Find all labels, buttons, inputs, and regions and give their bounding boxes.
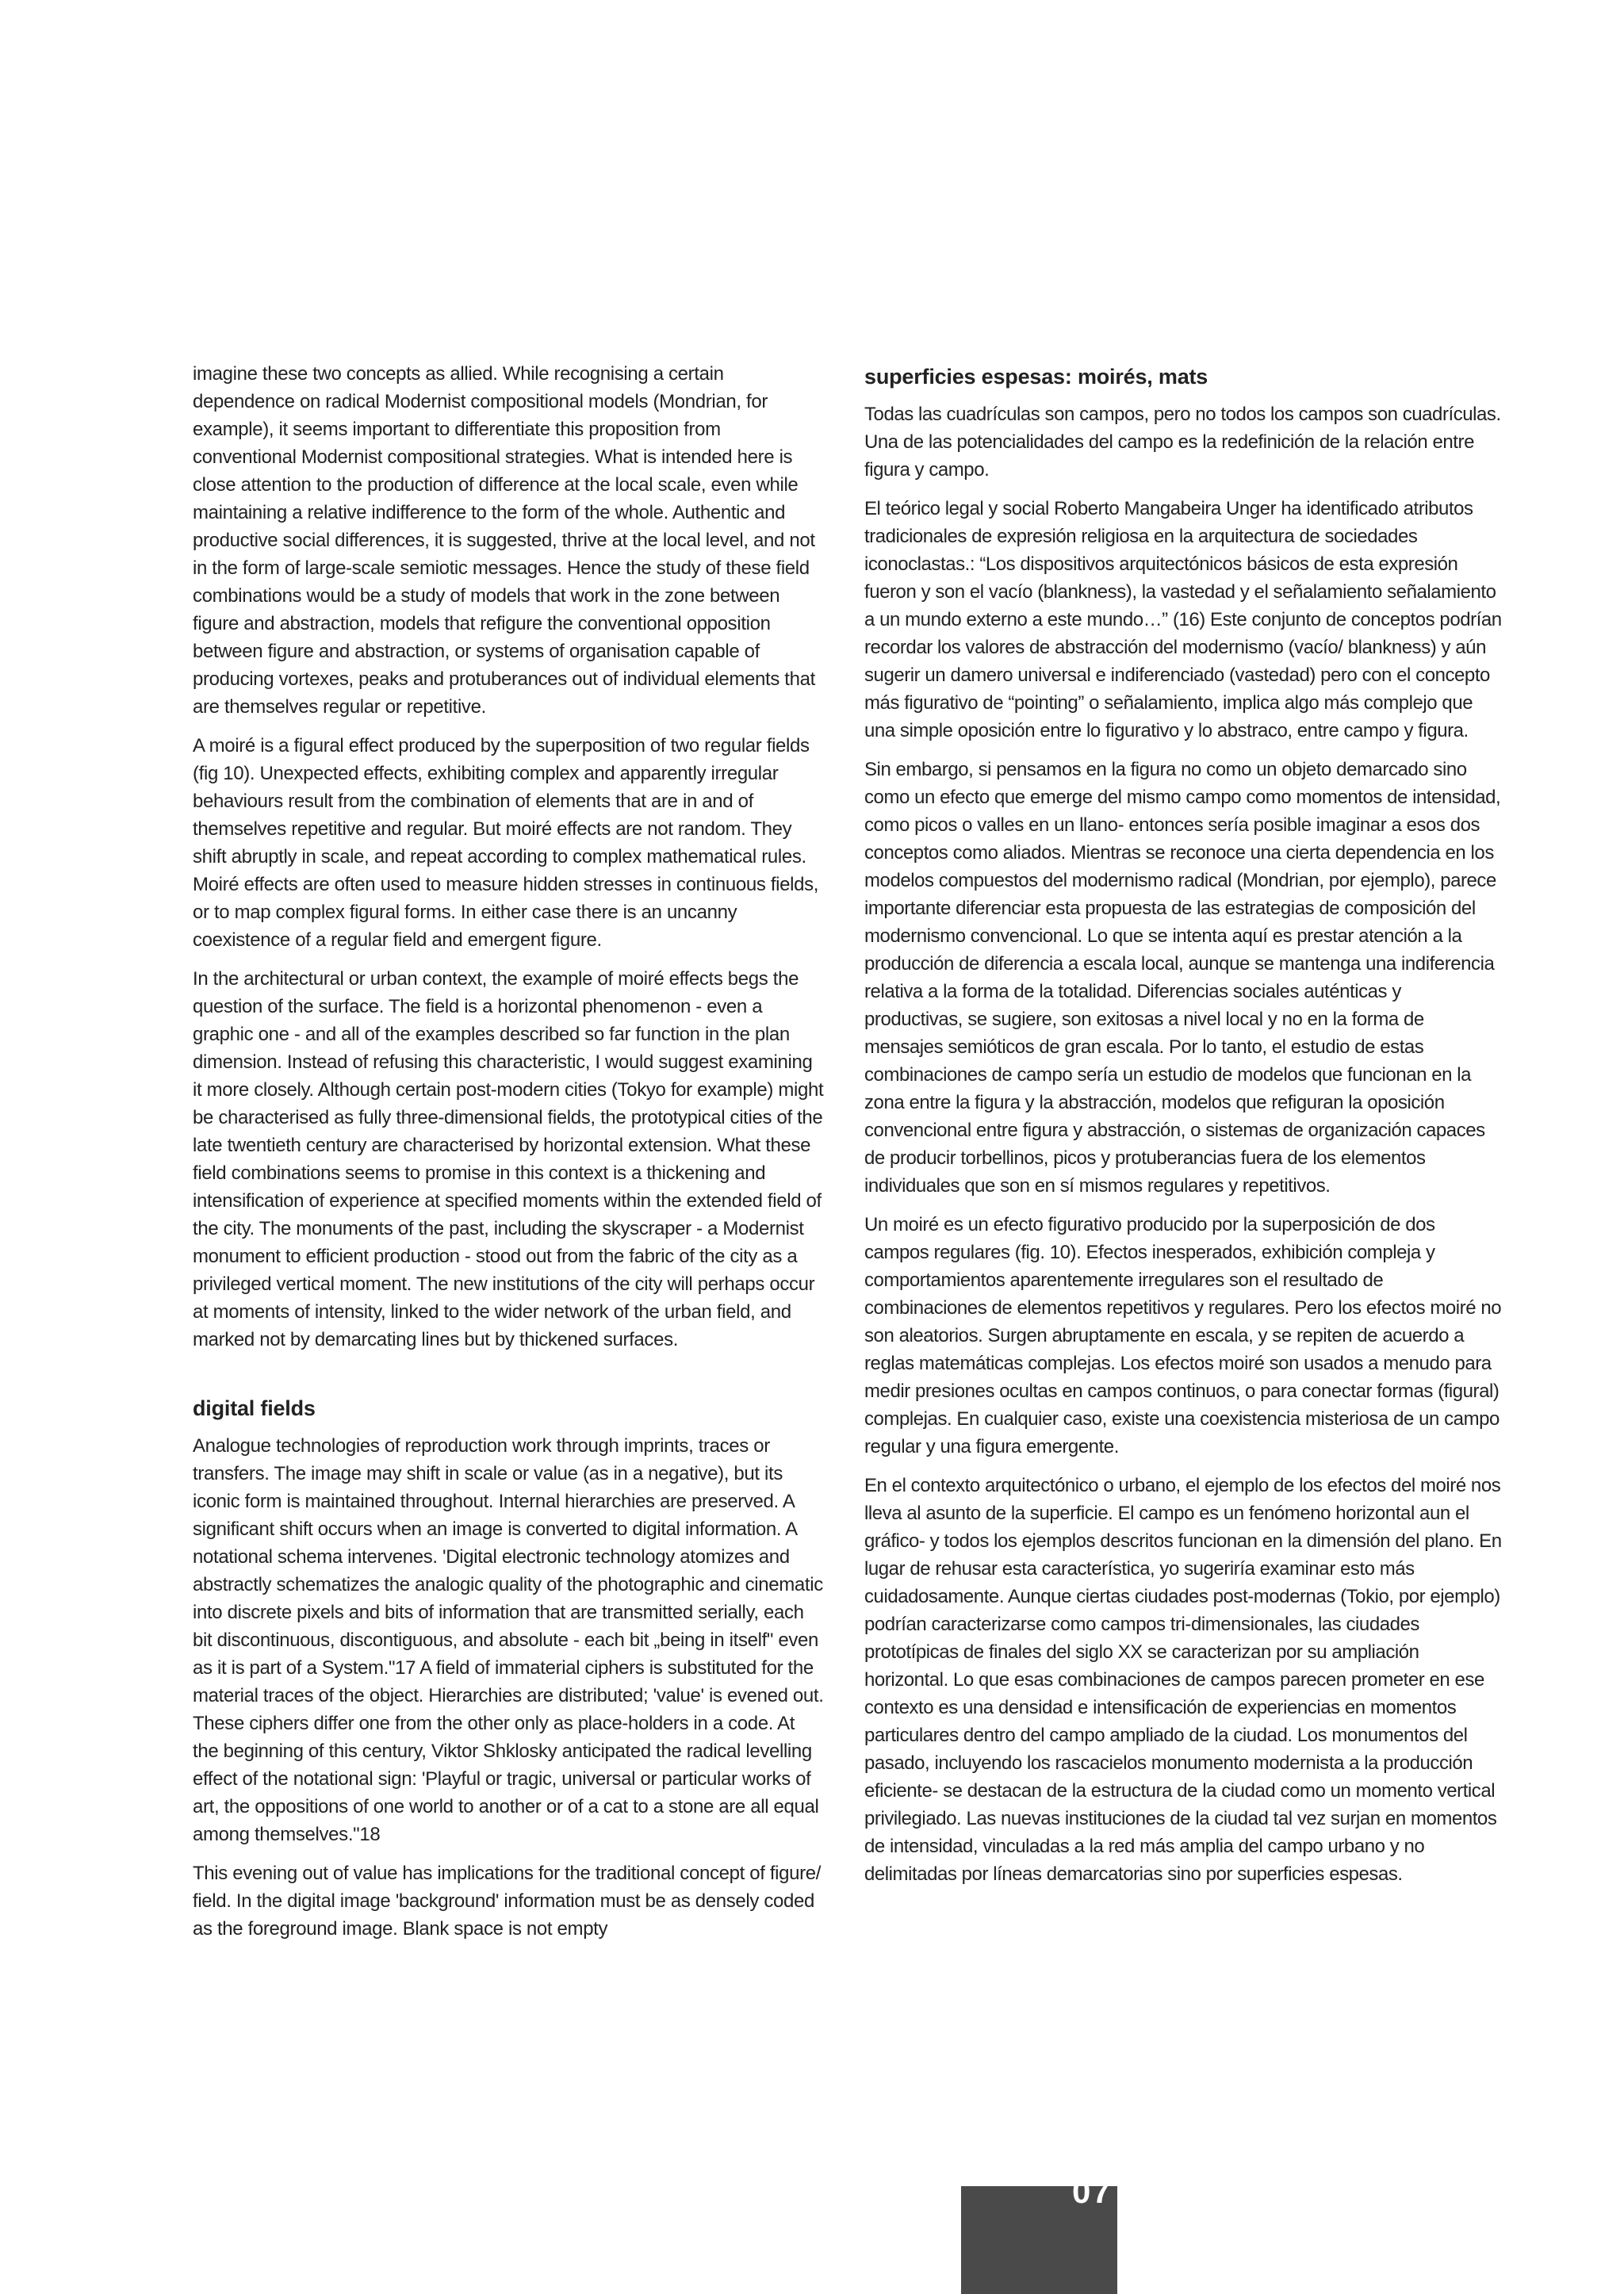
paragraph: El teórico legal y social Roberto Mangabeira Unger ha identificado atributos tradicionales de expresión religiosa en la arquitectura de sociedades iconoclastas.: “Los dispositivos arquitectónicos básicos de esta expresión fueron y son el vacío (blankness), la vastedad y el señalamiento señalamiento a un mundo externo a este mundo…” (16) Este conjunto de conceptos podrían recordar los valores de abstracción del modernismo (vacío/ blankness) y aún sugerir un damero universal e indiferenciado (vastedad) pero con el concepto más figurativo de “pointing” o señalamiento, implica algo más complejo que una simple oposición entre lo figurativo y lo abstraco, entre campo y figura. [864, 498, 1502, 741]
paragraph: A moiré is a figural effect produced by the superposition of two regular fields (fig 10). Unexpected effects, exhibiting complex and apparently irregular behaviours result from the combination of elements that are in and of themselves repetitive and regular. But moiré effects are not random. They shift abruptly in scale, and repeat according to complex mathematical rules. Moiré effects are often used to measure hidden stresses in continuous fields, or to map complex figural forms. In either case there is an uncanny coexistence of a regular field and emergent figure. [193, 735, 819, 951]
paragraph: Todas las cuadrículas son campos, pero no todos los campos son cuadrículas. Una de las potencialidades del campo es la redefinición de la relación entre figura y campo. [864, 404, 1501, 481]
paragraph: Un moiré es un efecto figurativo producido por la superposición de dos campos regulares (fig. 10). Efectos inesperados, exhibición compleja y comportamientos aparentemente irregulares son el resultado de combinaciones de elementos repetitivos y regulares. Pero los efectos moiré no son aleatorios. Surgen abruptamente en escala, y se repiten de acuerdo a reglas matemáticas complejas. Los efectos moiré son usados a menudo para medir presiones ocultas en campos continuos, o para conectar formas (figural) complejas. En cualquier caso, existe una coexistencia misteriosa de un campo regular y una figura emergente. [864, 1214, 1502, 1457]
spanish-column [864, 363, 1502, 1899]
english-column [193, 360, 825, 1954]
paragraph: This evening out of value has implications for the traditional concept of figure/ field. In the digital image 'background' information must be as densely coded as the foreground image. Blank space is not empty [193, 1863, 822, 1940]
page-number: 07 [1072, 2173, 1113, 2210]
paragraph: En el contexto arquitectónico o urbano, el ejemplo de los efectos del moiré nos lleva al asunto de la superficie. El campo es un fenómeno horizontal aun el gráfico- y todos los ejemplos descritos funcionan en la dimensión del plano. En lugar de rehusar esta característica, yo sugeriría examinar esto más cuidadosamente. Aunque ciertas ciudades post-modernas (Tokio, por ejemplo) podrían caracterizarse como campos tri-dimensionales, las ciudades prototípicas de finales del siglo XX se caracterizan por su ampliación horizontal. Lo que esas combinaciones de campos parecen prometer en ese contexto es una densidad e intensificación de experiencias en momentos particulares dentro del campo ampliado de la ciudad. Los monumentos del pasado, incluyendo los rascacielos monumento modernista a la producción eficiente- se destacan de la estructura de la ciudad como un momento vertical privilegiado. Las nuevas instituciones de la ciudad tal vez surjan en momentos de intensidad, vinculadas a la red más amplia del campo urbano y no delimitadas por líneas demarcatorias sino por superficies espesas. [864, 1475, 1502, 1885]
paragraph: In the architectural or urban context, the example of moiré effects begs the question of the surface. The field is a horizontal phenomenon - even a graphic one - and all of the examples described so far function in the plan dimension. Instead of refusing this characteristic, I would suggest examining it more closely. Although certain post-modern cities (Tokyo for example) might be characterised as fully three-dimensional fields, the prototypical cities of the late twentieth century are characterised by horizontal extension. What these field combinations seems to promise in this context is a thickening and intensification of experience at specified moments within the extended field of the city. The monuments of the past, including the skyscraper - a Modernist monument to efficient production - stood out from the fabric of the city as a privileged vertical moment. The new institutions of the city will perhaps occur at moments of intensity, linked to the wider network of the urban field, and marked not by demarcating lines but by thickened surfaces. [193, 968, 824, 1350]
paragraph: Analogue technologies of reproduction work through imprints, traces or transfers. The image may shift in scale or value (as in a negative), but its iconic form is maintained throughout. Internal hierarchies are preserved. A significant shift occurs when an image is converted to digital information. A notational schema intervenes. 'Digital electronic technology atomizes and abstractly schematizes the analogic quality of the photographic and cinematic into discrete pixels and bits of information that are transmitted serially, each bit discontinuous, discontiguous, and absolute - each bit „being in itself" even as it is part of a System."17 A field of immaterial ciphers is substituted for the material traces of the object. Hierarchies are distributed; 'value' is evened out. These ciphers differ one from the other only as place-holders in a code. At the beginning of this century, Viktor Shklosky anticipated the radical levelling effect of the notational sign: 'Playful or tragic, universal or particular works of art, the oppositions of one world to another or of a cat to a stone are all equal among themselves."18 [193, 1435, 824, 1845]
section-heading-digital-fields: digital fields [193, 1396, 316, 1420]
paragraph: Sin embargo, si pensamos en la figura no como un objeto demarcado sino como un efecto que emerge del mismo campo como momentos de intensidad, como picos o valles en un llano- entonces sería posible imaginar a esos dos conceptos como aliados. Mientras se reconoce una cierta dependencia en los modelos compuestos del modernismo radical (Mondrian, por ejemplo), parece importante diferenciar esta propuesta de las estrategias de composición del modernismo convencional. Lo que se intenta aquí es prestar atención a la producción de diferencia a escala local, aunque se mantenga una indiferencia relativa a la forma de la totalidad. Diferencias sociales auténticas y productivas, se sugiere, son exitosas a nivel local y no en la forma de mensajes semióticos de gran escala. Por lo tanto, el estudio de estas combinaciones de campo sería un estudio de modelos que funcionan en la zona entre la figura y la abstracción, modelos que refiguran la oposición convencional entre figura y abstracción, o sistemas de organización capaces de producir torbellinos, picos y protuberancias fuera de los elementos individuales que son en sí mismos regulares y repetitivos. [864, 759, 1501, 1197]
section-heading-superficies-espesas: superficies espesas: moirés, mats [864, 365, 1208, 389]
paragraph: imagine these two concepts as allied. While recognising a certain dependence on radical Modernist compositional models (Mondrian, for example), it seems important to differentiate this proposition from conventional Modernist compositional strategies. What is intended here is close attention to the production of difference at the local scale, even while maintaining a relative indifference to the form of the whole. Authentic and productive social differences, it is suggested, thrive at the local level, and not in the form of large-scale semiotic messages. Hence the study of these field combinations would be a study of models that work in the zone between figure and abstraction, models that refigure the conventional opposition between figure and abstraction, or systems of organisation capable of producing vortexes, peaks and protuberances out of individual elements that are themselves regular or repetitive. [193, 363, 815, 718]
